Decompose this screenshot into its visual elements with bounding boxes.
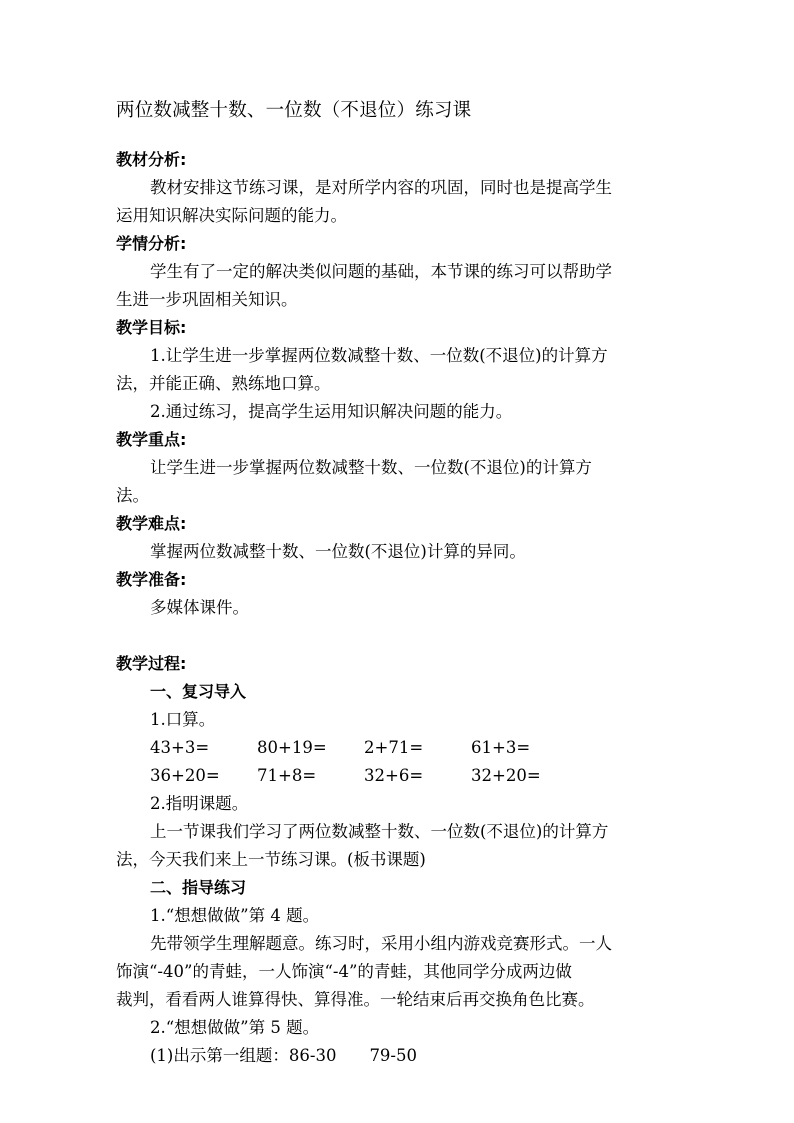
section-heading-goals: 教学目标: xyxy=(116,318,187,337)
section-heading-process: 教学过程: xyxy=(116,654,187,673)
paragraph-line: 裁判，看看两人谁算得快、算得准。一轮结束后再交换角色比赛。 xyxy=(116,990,595,1009)
goal-item-1: 1.让学生进一步掌握两位数减整十数、一位数(不退位)的计算方 xyxy=(150,346,608,365)
paragraph-line: 掌握两位数减整十数、一位数(不退位)计算的异同。 xyxy=(150,542,526,561)
paragraph-line: 多媒体课件。 xyxy=(150,598,249,617)
subheading-review: 一、复习导入 xyxy=(150,682,247,701)
paragraph-line: 饰演“-40”的青蛙，一人饰演“-4”的青蛙，其他同学分成两边做 xyxy=(116,962,572,981)
step-exercise-5: 2.“想想做做”第 5 题。 xyxy=(150,1018,320,1037)
math-problem: 80+19= xyxy=(257,738,327,757)
paragraph-line: 学生有了一定的解决类似问题的基础，本节课的练习可以帮助学 xyxy=(150,262,612,281)
paragraph-line: 先带领学生理解题意。练习时，采用小组内游戏竞赛形式。一人 xyxy=(150,934,612,953)
step-exercise-4: 1.“想想做做”第 4 题。 xyxy=(150,906,320,925)
math-problem: 2+71= xyxy=(364,738,424,757)
paragraph-line: 法。 xyxy=(116,486,149,505)
math-problem: 36+20= xyxy=(150,766,220,785)
paragraph-line: 上一节课我们学习了两位数减整十数、一位数(不退位)的计算方 xyxy=(150,822,609,841)
step-topic: 2.指明课题。 xyxy=(150,794,249,813)
math-row-2 xyxy=(116,762,681,790)
section-heading-materials: 教材分析: xyxy=(116,150,187,169)
paragraph-line: 教材安排这节练习课，是对所学内容的巩固，同时也是提高学生 xyxy=(150,178,612,197)
math-problem: 32+20= xyxy=(471,766,541,785)
section-heading-key: 教学重点: xyxy=(116,430,187,449)
section-heading-difficulty: 教学难点: xyxy=(116,514,187,533)
step-oral-calc: 1.口算。 xyxy=(150,710,216,729)
subheading-practice: 二、指导练习 xyxy=(150,878,247,897)
math-row-1 xyxy=(116,734,681,762)
paragraph-line: 法，今天我们来上一节练习课。(板书课题) xyxy=(116,850,426,869)
document-body xyxy=(116,146,681,1070)
goal-item-1-cont: 法，并能正确、熟练地口算。 xyxy=(116,374,331,393)
math-problem: 61+3= xyxy=(471,738,531,757)
paragraph-line: 运用知识解决实际问题的能力。 xyxy=(116,206,347,225)
paragraph-line: 让学生进一步掌握两位数减整十数、一位数(不退位)的计算方 xyxy=(150,458,592,477)
goal-item-2: 2.通过练习，提高学生运用知识解决问题的能力。 xyxy=(150,402,513,421)
section-heading-prep: 教学准备: xyxy=(116,570,187,589)
math-problem: 71+8= xyxy=(257,766,317,785)
math-problem: 43+3= xyxy=(150,738,210,757)
blank-line xyxy=(116,622,681,650)
paragraph-line: 生进一步巩固相关知识。 xyxy=(116,290,298,309)
document-title: 两位数减整十数、一位数（不退位）练习课 xyxy=(116,100,472,121)
step-exercise-5-group-1: (1)出示第一组题：86-30 79-50 xyxy=(150,1046,418,1065)
section-heading-students: 学情分析: xyxy=(116,234,187,253)
math-problem: 32+6= xyxy=(364,766,424,785)
